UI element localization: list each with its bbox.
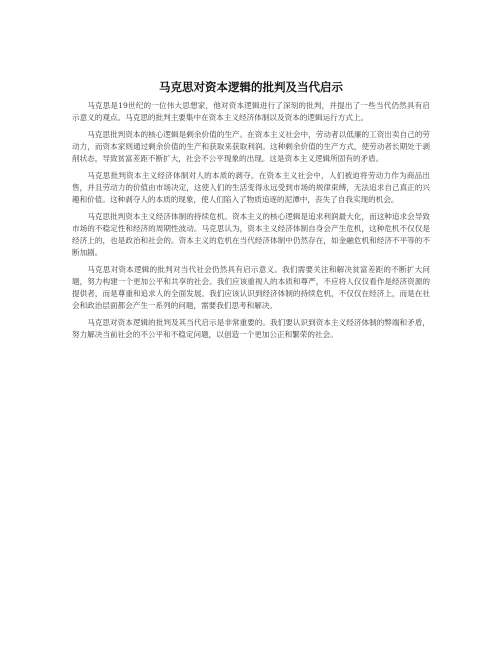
paragraph-4: 马克思批判资本主义经济体制的持续危机。资本主义的核心逻辑是追求利润最大化，而这种追求会导致市场的不稳定性和经济的周期性波动。马克思认为，资本主义经济体制自身会产生危机，这种危机不仅仅是经济上的，也是政治和社会的。资本主义的危机在当代经济体制中仍然存在，如金融危机和经济不平等的不断加剧。 bbox=[72, 212, 430, 257]
paragraph-6: 马克思对资本逻辑的批判及其当代启示是非常重要的。我们要认识到资本主义经济体制的弊端和矛盾，努力解决当前社会的不公平和不稳定问题，以创造一个更加公正和繁荣的社会。 bbox=[72, 318, 430, 339]
document-body bbox=[72, 100, 430, 346]
paragraph-5: 马克思对资本逻辑的批判对当代社会仍然具有启示意义。我们需要关注和解决贫富差距的不断扩大问题，努力构建一个更加公平和共享的社会。我们应该重视人的本质和尊严，不应将人仅仅看作是经济资源的提供者，而是尊重和追求人的全面发展。我们应该认识到经济体制的持续危机，不仅仅在经济上，而是在社会和政治层面都会产生一系列的问题，需要我们思考和解决。 bbox=[72, 265, 430, 310]
paragraph-1: 马克思是19世纪的一位伟大思想家，他对资本逻辑进行了深刻的批判，并提出了一些当代仍然具有启示意义的观点。马克思的批判主要集中在资本主义经济体制以及资本的逻辑运行方式上。 bbox=[72, 101, 430, 122]
paragraph-2: 马克思批判资本的核心逻辑是剩余价值的生产。在资本主义社会中，劳动者以低廉的工资出卖自己的劳动力，而资本家则通过剩余价值的生产和获取来获取利润。这种剩余价值的生产方式，使劳动者长期处于剥削状态，导致贫富差距不断扩大，社会不公平现象的出现。这是资本主义逻辑所固有的矛盾。 bbox=[72, 130, 430, 163]
document-title: 马克思对资本逻辑的批判及当代启示 bbox=[159, 80, 343, 94]
paragraph-3: 马克思批判资本主义经济体制对人的本质的剥夺。在资本主义社会中，人们被迫将劳动力作为商品出售，并且劳动力的价值由市场决定，这使人们的生活变得永远受到市场的规律束缚，无法追求自己真正的兴趣和价值。这种剥夺人的本质的现象，使人们陷入了物质追逐的泥潭中，丧失了自我实现的机会。 bbox=[72, 171, 430, 204]
